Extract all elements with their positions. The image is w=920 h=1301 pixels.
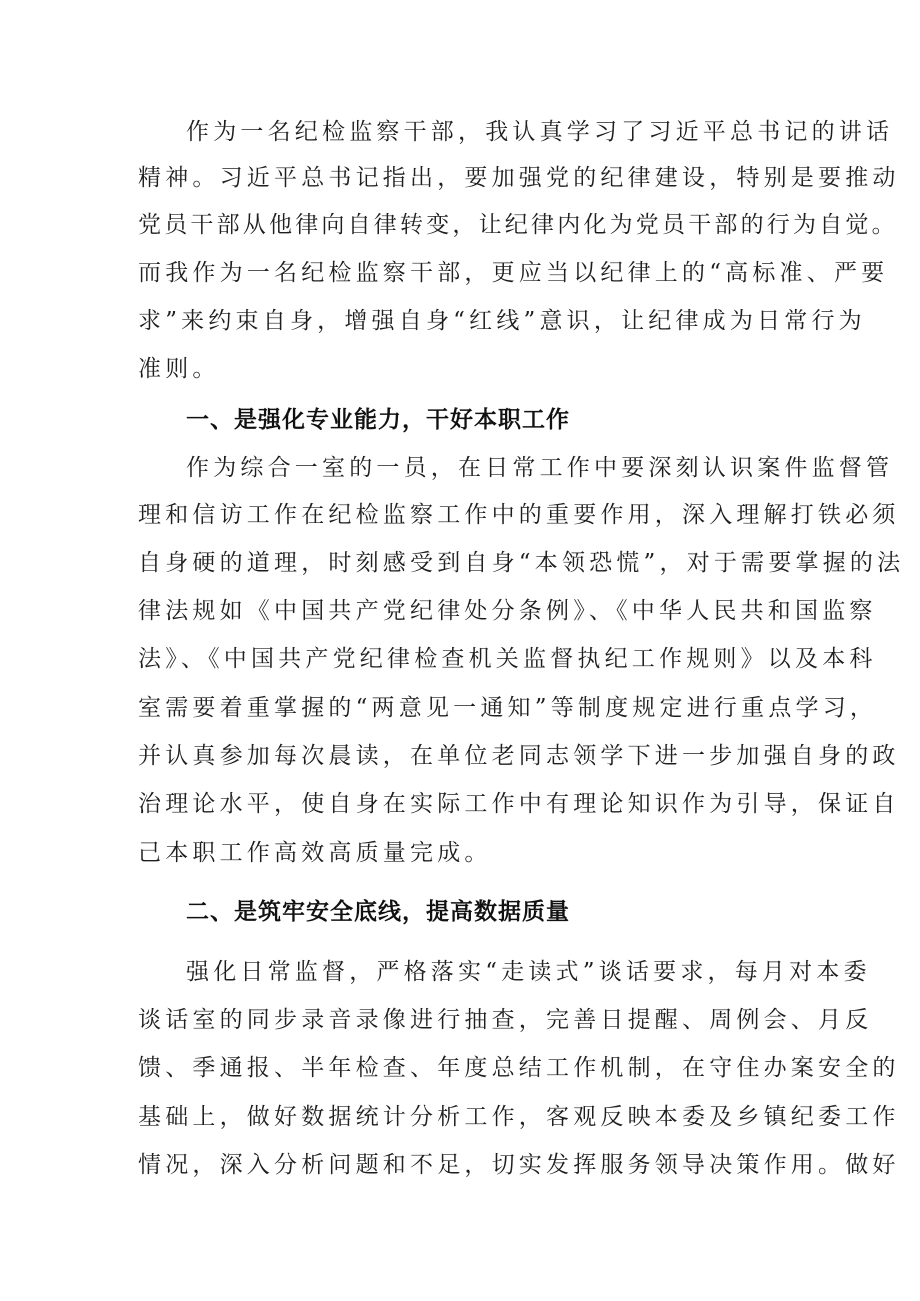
paragraph-2-line-1: 作为综合一室的一员，在日常工作中要深刻认识案件监督管: [186, 455, 894, 481]
paragraph-2-line-2: 理和信访工作在纪检监察工作中的重要作用，深入理解打铁必须: [138, 502, 900, 528]
paragraph-1-line-2: 精神。习近平总书记指出，要加强党的纪律建设，特别是要推动: [138, 165, 900, 191]
paragraph-1-line-4: 而我作为一名纪检监察干部，更应当以纪律上的“高标准、严要: [138, 260, 889, 286]
paragraph-3-line-5: 情况，深入分析问题和不足，切实发挥服务领导决策作用。做好: [138, 1152, 900, 1178]
paragraph-3-line-4: 基础上，做好数据统计分析工作，客观反映本委及乡镇纪委工作: [138, 1104, 900, 1130]
paragraph-2-line-9: 己本职工作高效高质量完成。: [138, 840, 492, 866]
paragraph-2-line-4: 律法规如《中国共产党纪律处分条例》、《中华人民共和国监察: [138, 598, 877, 624]
section-heading-2: 二、是筑牢安全底线，提高数据质量: [186, 899, 570, 925]
paragraph-2-line-6: 室需要着重掌握的“两意见一通知”等制度规定进行重点学习，: [138, 695, 878, 721]
paragraph-1-line-1: 作为一名纪检监察干部，我认真学习了习近平总书记的讲话: [186, 119, 894, 145]
paragraph-2-line-8: 治理论水平，使自身在实际工作中有理论知识作为引导，保证自: [138, 791, 900, 817]
paragraph-1-line-6: 准则。: [138, 356, 220, 382]
paragraph-2-line-7: 并认真参加每次晨读，在单位老同志领学下进一步加强自身的政: [138, 743, 900, 769]
paragraph-1-line-5: 求”来约束自身，增强自身“红线”意识，让纪律成为日常行为: [138, 308, 866, 334]
paragraph-2-line-5: 法》、《中国共产党纪律检查机关监督执纪工作规则》以及本科: [138, 646, 877, 672]
paragraph-2-line-3: 自身硬的道理，时刻感受到自身“本领恐慌”，对于需要掌握的法: [138, 550, 905, 576]
paragraph-1-line-3: 党员干部从他律向自律转变，让纪律内化为党员干部的行为自觉。: [138, 212, 898, 238]
paragraph-3-line-2: 谈话室的同步录音录像进行抽查，完善日提醒、周例会、月反: [138, 1007, 873, 1033]
paragraph-3-line-3: 馈、季通报、半年检查、年度总结工作机制，在守住办案安全的: [138, 1055, 900, 1081]
paragraph-3-line-1: 强化日常监督，严格落实“走读式”谈话要求，每月对本委: [186, 959, 871, 985]
section-heading-1: 一、是强化专业能力，干好本职工作: [186, 407, 570, 433]
